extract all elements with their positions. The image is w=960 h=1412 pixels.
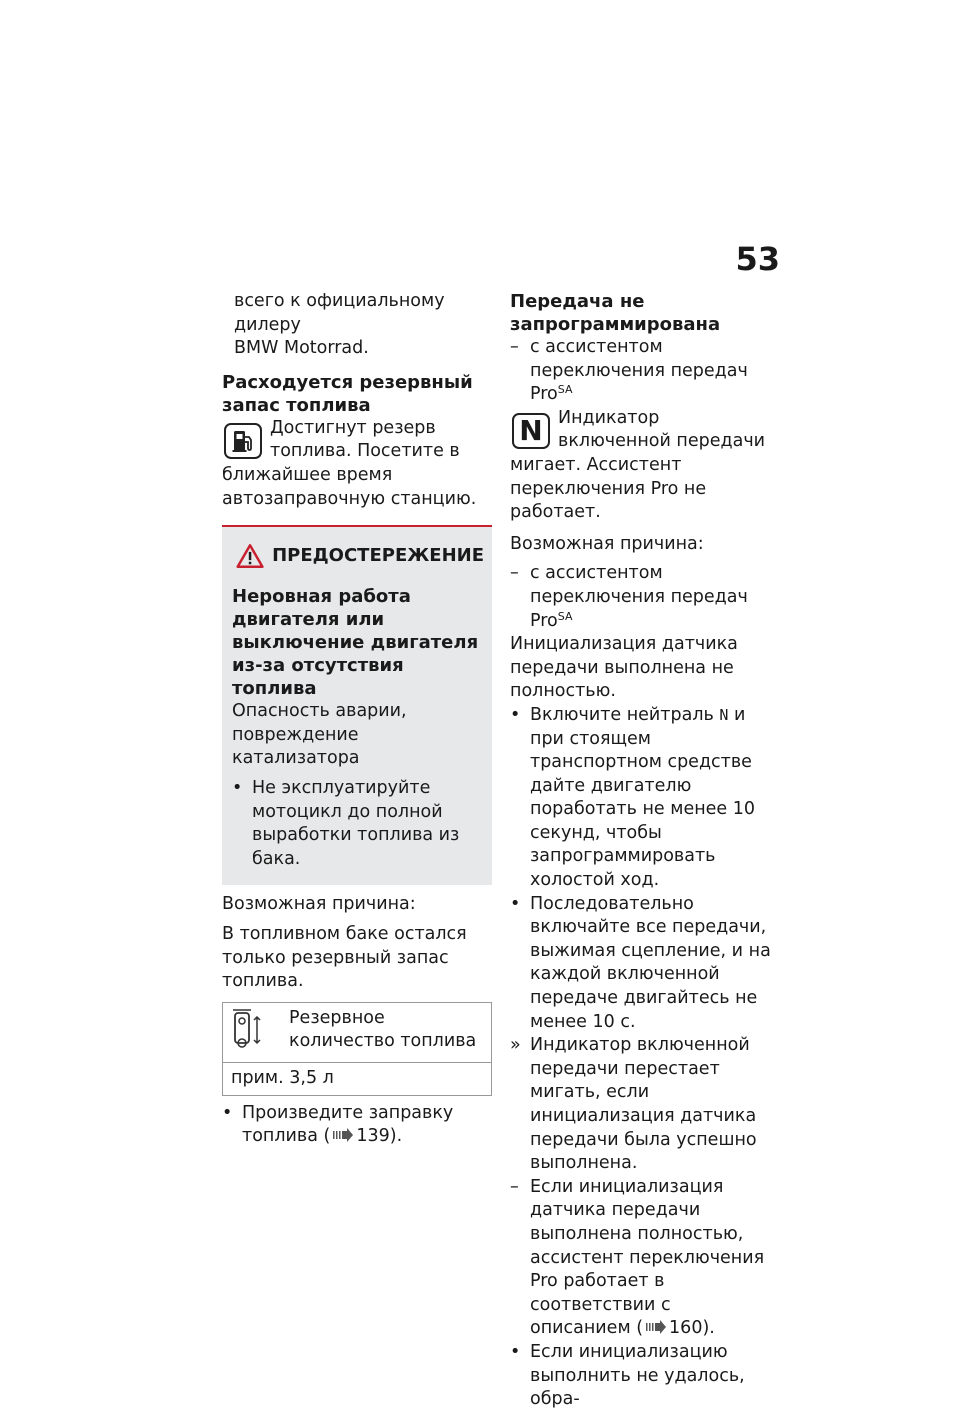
left-column <box>222 290 492 1149</box>
warning-triangle-icon <box>236 541 264 571</box>
step-3-text: Если инициализацию выполнить не удалось, обра- <box>530 1341 745 1410</box>
dash-marker: – <box>510 337 519 357</box>
warning-bullet-text: Не эксплуатируйте мотоцикл до полной выработки топлива из бака. <box>252 777 460 869</box>
page-number: 53 <box>735 240 780 278</box>
variant-2-text: с ассистентом переключения передач Pro <box>530 563 748 631</box>
warning-box <box>222 525 492 885</box>
action-item <box>222 1102 492 1149</box>
intro-line-1: всего к официальному дилеру <box>234 291 445 335</box>
spec-row-label <box>223 1002 492 1063</box>
result-marker: » <box>510 1035 521 1056</box>
variant-2-sup: SA <box>557 609 573 623</box>
note-item <box>510 1176 776 1341</box>
note-text: Если инициализация датчика передачи выполнена полностью, ассистент переключения Pro работает в соответствии с описанием ( <box>530 1176 765 1339</box>
bullet-marker: • <box>510 893 521 914</box>
gear-heading: Передача не запрограммирована <box>510 291 721 335</box>
cause-label-right: Возможная причина: <box>510 533 704 554</box>
neutral-symbol: N <box>719 705 729 724</box>
right-column <box>510 290 776 1412</box>
reserve-heading: Расходуется резервный запас топлива <box>222 371 473 416</box>
warning-bullet <box>232 777 484 871</box>
result-item <box>510 1034 776 1176</box>
indicator-text: Индикатор включенной передачи мигает. Ассистент переключения Pro не работает. <box>510 407 766 523</box>
fuel-tank-reserve-icon <box>231 1007 265 1051</box>
warning-heading: Неровная работа двигателя или выключение двигателя из-за отсутствия топлива <box>232 586 479 700</box>
reserve-text: Достигнут резерв топлива. Посетите в ближайшее время автозаправочную станцию. <box>222 417 477 509</box>
spec-row-value <box>223 1063 492 1096</box>
warning-label: ПРЕДОСТЕРЕЖЕНИЕ <box>272 545 484 567</box>
dash-marker: – <box>510 563 519 584</box>
bullet-marker: • <box>222 1102 233 1123</box>
gear-indicator-n-icon: N <box>512 413 550 449</box>
cause-text: В топливном баке остался только резервный запас топлива. <box>222 923 467 992</box>
spec-icon-cell <box>223 1002 282 1063</box>
variant-1-text: с ассистентом переключения передач Pro <box>530 337 748 405</box>
page-reference-arrow-icon <box>645 1320 667 1334</box>
spec-table <box>222 1002 492 1096</box>
bullet-marker: • <box>232 777 243 798</box>
step-2-text: Последовательно включайте все передачи, выжимая сцепление, и на каждой включенной передаче двигайтесь не менее 10 с. <box>530 893 771 1032</box>
step-1-text-b: и при стоящем транспортном средстве дайте двигателю поработать не менее 10 секунд, чтобы запрограммировать холостой ход. <box>530 704 756 891</box>
indicator-paragraph <box>510 407 776 525</box>
bullet-marker: • <box>510 1341 521 1362</box>
result-text: Индикатор включенной передачи перестает мигать, если инициализация датчика передачи была успешно выполнена. <box>530 1035 757 1174</box>
warning-title <box>232 541 484 571</box>
spec-label: Резервное количество топлива <box>281 1002 492 1063</box>
step-2 <box>510 893 776 1035</box>
variant-2 <box>510 562 776 633</box>
variant-1 <box>510 336 776 407</box>
bullet-marker: • <box>510 704 521 725</box>
dash-marker: – <box>510 1176 519 1197</box>
reserve-paragraph <box>222 417 492 511</box>
note-ref[interactable]: 160). <box>669 1318 715 1339</box>
variant-1-sup: SA <box>557 383 573 397</box>
spec-value: прим. 3,5 л <box>231 1068 334 1089</box>
cause-label: Возможная причина: <box>222 894 416 915</box>
action-text: Произведите заправку топлива ( <box>242 1102 454 1147</box>
action-ref[interactable]: 139). <box>356 1126 403 1147</box>
step-3 <box>510 1341 776 1412</box>
step-1-text-a: Включите нейтраль <box>530 704 714 725</box>
init-text: Инициализация датчика передачи выполнена не полностью. <box>510 634 738 702</box>
intro-line-2: BMW Motorrad. <box>234 338 369 359</box>
warning-text: Опасность аварии, повреждение катализатора <box>232 701 407 769</box>
page-reference-arrow-icon <box>332 1128 354 1142</box>
fuel-pump-icon <box>224 423 262 459</box>
step-1 <box>510 704 776 893</box>
